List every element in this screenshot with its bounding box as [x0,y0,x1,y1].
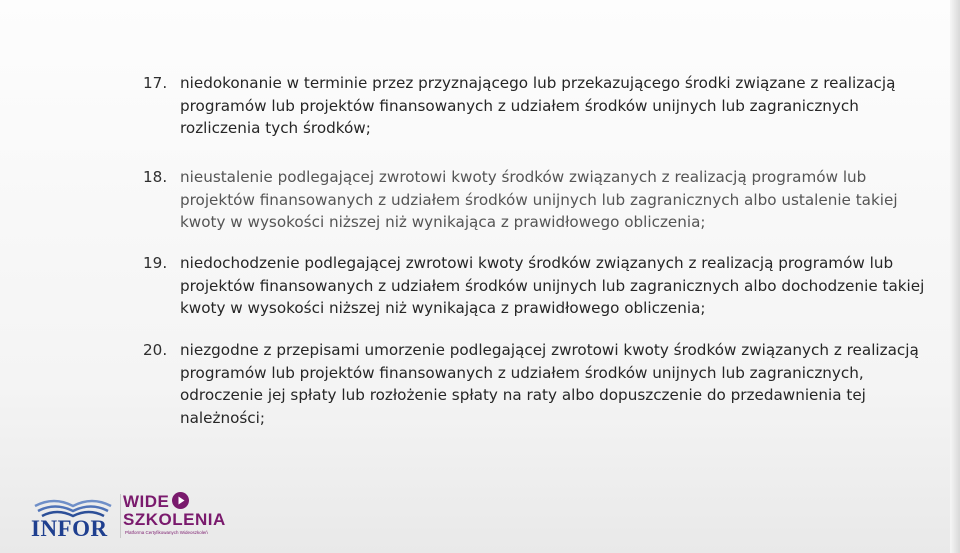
szkolenia-wordmark: SZKOLENIA [123,510,226,529]
list-item [143,166,938,234]
list-item [143,339,938,429]
item-number: 19. [143,254,168,272]
item-text: niedochodzenie podlegającej zwrotowi kwoty środków związanych z realizacją programów lub projektów finansowanych z udziałem środków unijnych lub zagranicznych albo dochodzenie takiej kwoty w wysokości niższej niż wynikająca z prawidłowego obliczenia; [180,254,925,317]
list-item [143,252,938,320]
item-number: 20. [143,341,168,359]
list-item [143,72,938,140]
slide-right-edge [950,0,960,553]
wide-wordmark: WIDE [123,492,170,511]
logo-divider [120,494,121,538]
item-text: niedokonanie w terminie przez przyznającego lub przekazującego środki związane z realizacją programów lub projektów finansowanych z udziałem środków unijnych lub zagranicznych rozliczenia tych środków; [180,74,896,137]
infor-wordmark: INFOR [31,516,108,541]
item-text: nieustalenie podlegającej zwrotowi kwoty środków związanych z realizacją programów lub projektów finansowanych z udziałem środków unijnych lub zagranicznych albo ustalenie takiej kwoty w wysokości niższej niż wynikająca z prawidłowego obliczenia; [180,168,898,231]
item-number: 18. [143,168,168,186]
item-text: niezgodne z przepisami umorzenie podlegającej zwrotowi kwoty środków związanych z realizacją programów lub projektów finansowanych z udziałem środków unijnych lub zagranicznych, odroczenie jej spłaty lub rozłożenie spłaty na raty albo dopuszczenie do przedawnienia tej należności; [180,341,919,427]
logo-tagline: Platforma Certyfikowanych Wideoszkoleń [125,530,208,535]
item-number: 17. [143,74,168,92]
play-icon [172,492,189,509]
infor-wideszkolenia-logo [28,490,228,542]
